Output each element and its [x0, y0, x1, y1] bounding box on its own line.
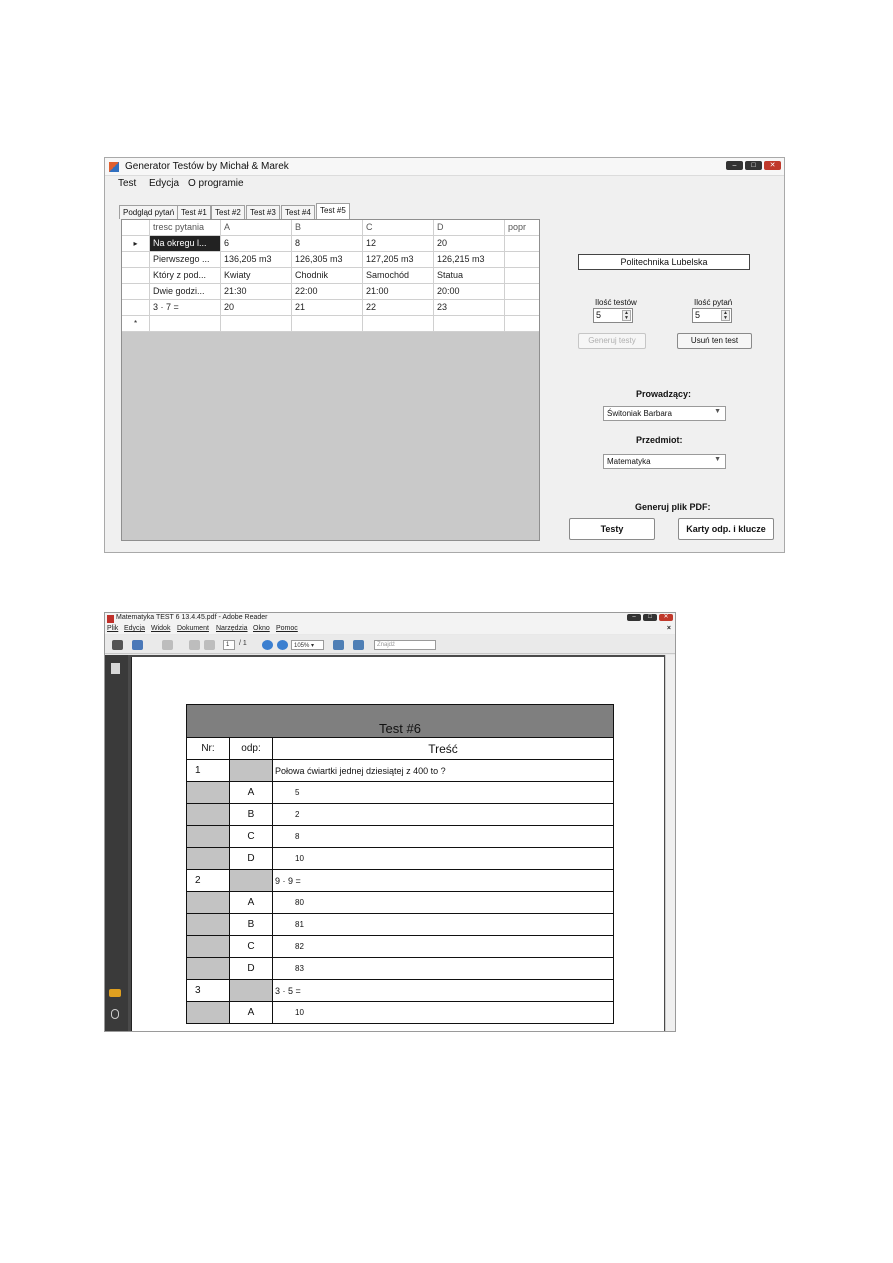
pdf-icon: [107, 615, 114, 623]
tests-count-stepper[interactable]: 5 ▲ ▼: [593, 308, 633, 323]
answer-box: [230, 760, 273, 782]
table-row[interactable]: [122, 316, 539, 332]
reader-title-bar: [105, 613, 675, 624]
grid-cell[interactable]: 22: [363, 300, 434, 316]
grid-cell[interactable]: 12: [363, 236, 434, 252]
answer-value: 82: [273, 936, 614, 958]
column-header[interactable]: popr: [505, 220, 540, 236]
pdf-page: [131, 657, 664, 1032]
grid-cell[interactable]: 22:00: [292, 284, 363, 300]
row-header[interactable]: [122, 284, 150, 300]
menu-widok[interactable]: Widok: [151, 625, 171, 632]
menu-o-programie[interactable]: O programie: [188, 178, 244, 189]
grid-corner: [122, 220, 150, 236]
close-document-icon[interactable]: ×: [666, 625, 671, 632]
menu-pomoc[interactable]: Pomoc: [276, 625, 298, 632]
answer-value: 10: [273, 1002, 614, 1024]
fit-width-icon[interactable]: [353, 640, 364, 650]
table-row[interactable]: [122, 236, 539, 252]
grid-cell[interactable]: Który z pod...: [150, 268, 221, 284]
table-row[interactable]: [122, 300, 539, 316]
side-panel: [105, 655, 128, 1031]
answer-value: 10: [273, 848, 614, 870]
question-number: 2: [187, 870, 230, 892]
chevron-down-icon: ▼: [714, 408, 721, 415]
grid-cell[interactable]: [221, 316, 292, 332]
row-header[interactable]: *: [122, 316, 150, 332]
grid-cell[interactable]: Kwiaty: [221, 268, 292, 284]
grid-cell[interactable]: 8: [292, 236, 363, 252]
row-header[interactable]: [122, 268, 150, 284]
teacher-select[interactable]: Świtoniak Barbara ▼: [603, 406, 726, 421]
nav-back-icon[interactable]: [162, 640, 173, 650]
subject-select[interactable]: Matematyka ▼: [603, 454, 726, 469]
pdf-label: Generuj plik PDF:: [635, 502, 711, 512]
question-text: Połowa ćwiartki jednej dziesiątej z 400 to ?: [273, 760, 614, 782]
tab-test-2[interactable]: Test #2: [211, 205, 245, 219]
page-number-input[interactable]: 1: [223, 640, 235, 650]
answer-row: [187, 958, 614, 980]
document-viewer[interactable]: [128, 655, 675, 1031]
question-row: [187, 870, 614, 892]
grid-cell[interactable]: 23: [434, 300, 505, 316]
grid-cell[interactable]: Dwie godzi...: [150, 284, 221, 300]
subject-label: Przedmiot:: [636, 435, 683, 445]
answer-value: 80: [273, 892, 614, 914]
column-header[interactable]: C: [363, 220, 434, 236]
share-icon[interactable]: [132, 640, 143, 650]
grid-cell[interactable]: 20: [221, 300, 292, 316]
menu-test[interactable]: Test: [118, 178, 137, 189]
menu-narzedzia[interactable]: Narzędzia: [216, 625, 248, 632]
questions-grid[interactable]: [121, 219, 540, 541]
title-bar: [105, 158, 784, 176]
grid-cell[interactable]: 127,205 m3: [363, 252, 434, 268]
question-text: 9 · 9 =: [273, 870, 614, 892]
answer-letter: C: [230, 826, 273, 848]
column-header[interactable]: A: [221, 220, 292, 236]
answer-row: [187, 914, 614, 936]
answer-letter: A: [230, 1002, 273, 1024]
answer-letter: C: [230, 936, 273, 958]
window-title: Generator Testów by Michał & Marek: [125, 161, 289, 172]
pages-icon[interactable]: [111, 663, 120, 674]
answer-value: 2: [273, 804, 614, 826]
col-odp: odp:: [230, 738, 273, 760]
chevron-down-icon: ▼: [714, 456, 721, 463]
grid-cell[interactable]: [505, 300, 540, 316]
question-row: [187, 980, 614, 1002]
grid-cell[interactable]: [292, 316, 363, 332]
grid-cell[interactable]: 126,305 m3: [292, 252, 363, 268]
grid-cell[interactable]: [434, 316, 505, 332]
blank-cell: [187, 782, 230, 804]
blank-cell: [187, 1002, 230, 1024]
grid-cell[interactable]: [505, 284, 540, 300]
grid-cell[interactable]: 6: [221, 236, 292, 252]
row-header[interactable]: [122, 300, 150, 316]
answer-box: [230, 870, 273, 892]
page-down-icon[interactable]: [204, 640, 215, 650]
column-header[interactable]: D: [434, 220, 505, 236]
grid-cell[interactable]: [363, 316, 434, 332]
tab-test-4[interactable]: Test #4: [281, 205, 315, 219]
teacher-label: Prowadzący:: [636, 389, 692, 399]
generator-window: [104, 157, 785, 553]
menu-dokument[interactable]: Dokument: [177, 625, 209, 632]
blank-cell: [187, 892, 230, 914]
row-header[interactable]: ▸: [122, 236, 150, 252]
column-header[interactable]: tresc pytania: [150, 220, 221, 236]
table-row[interactable]: [122, 252, 539, 268]
grid-cell[interactable]: [150, 316, 221, 332]
menu-plik[interactable]: Plik: [107, 625, 119, 632]
menu-edycja[interactable]: Edycja: [124, 625, 146, 632]
table-row[interactable]: [122, 284, 539, 300]
delete-test-button[interactable]: Usuń ten test: [677, 333, 752, 349]
questions-count-label: Ilość pytań: [694, 298, 733, 307]
col-nr: Nr:: [187, 738, 230, 760]
reader-toolbar: [105, 635, 675, 654]
question-number: 3: [187, 980, 230, 1002]
answer-box: [230, 980, 273, 1002]
test-title: Test #6: [187, 705, 614, 738]
reader-window: [104, 612, 676, 1032]
search-input[interactable]: Znajdź: [374, 640, 436, 650]
questions-count-stepper[interactable]: 5 ▲ ▼: [692, 308, 732, 323]
question-row: [187, 760, 614, 782]
grid-cell[interactable]: 20:00: [434, 284, 505, 300]
answer-row: [187, 782, 614, 804]
university-field[interactable]: Politechnika Lubelska: [578, 254, 750, 270]
blank-cell: [187, 826, 230, 848]
comments-icon[interactable]: [109, 989, 121, 997]
blank-cell: [187, 804, 230, 826]
grid-cell[interactable]: [505, 316, 540, 332]
answer-value: 5: [273, 782, 614, 804]
grid-cell[interactable]: Statua: [434, 268, 505, 284]
grid-cell[interactable]: Na okregu l...: [150, 236, 221, 252]
grid-cell[interactable]: Pierwszego ...: [150, 252, 221, 268]
grid-cell[interactable]: [505, 252, 540, 268]
tab-test-3[interactable]: Test #3: [246, 205, 280, 219]
grid-cell[interactable]: 21: [292, 300, 363, 316]
answer-letter: B: [230, 804, 273, 826]
zoom-in-icon[interactable]: [277, 640, 288, 650]
app-icon: [109, 162, 119, 172]
page-total: / 1: [239, 640, 247, 647]
page-up-icon[interactable]: [189, 640, 200, 650]
answer-letter: D: [230, 958, 273, 980]
answer-value: 83: [273, 958, 614, 980]
maximize-button[interactable]: □: [643, 614, 657, 621]
blank-cell: [187, 914, 230, 936]
answer-letter: A: [230, 892, 273, 914]
minimize-button[interactable]: –: [726, 161, 743, 170]
reader-title: Matematyka TEST 6 13.4.45.pdf - Adobe Reader: [116, 614, 268, 621]
stepper-arrows-icon[interactable]: ▲ ▼: [622, 310, 631, 321]
column-header[interactable]: B: [292, 220, 363, 236]
tests-pdf-button[interactable]: Testy: [569, 518, 655, 540]
tab-test-1[interactable]: Test #1: [177, 205, 211, 219]
tests-count-label: Ilość testów: [595, 298, 637, 307]
minimize-button[interactable]: –: [627, 614, 641, 621]
tab-test-5[interactable]: Test #5: [316, 203, 350, 219]
answer-row: [187, 848, 614, 870]
menu-edycja[interactable]: Edycja: [149, 178, 180, 189]
table-row[interactable]: [122, 268, 539, 284]
generate-tests-button[interactable]: Generuj testy: [578, 333, 646, 349]
answer-row: [187, 892, 614, 914]
close-button[interactable]: ✕: [659, 614, 673, 621]
grid-cell[interactable]: 126,215 m3: [434, 252, 505, 268]
grid-cell[interactable]: Chodnik: [292, 268, 363, 284]
grid-cell[interactable]: 21:00: [363, 284, 434, 300]
grid-cell[interactable]: 3 · 7 =: [150, 300, 221, 316]
grid-cell[interactable]: 20: [434, 236, 505, 252]
answer-row: [187, 804, 614, 826]
print-icon[interactable]: [112, 640, 123, 650]
test-table: [186, 704, 614, 1024]
grid-cell[interactable]: [505, 236, 540, 252]
answer-letter: B: [230, 914, 273, 936]
zoom-select[interactable]: 105% ▾: [291, 640, 324, 650]
reader-menu-bar: [105, 624, 675, 634]
answer-row: [187, 936, 614, 958]
question-text: 3 · 5 =: [273, 980, 614, 1002]
close-button[interactable]: ✕: [764, 161, 781, 170]
answer-row: [187, 1002, 614, 1024]
answer-value: 8: [273, 826, 614, 848]
menu-bar: [105, 176, 784, 192]
row-header[interactable]: [122, 252, 150, 268]
attachment-icon[interactable]: [111, 1009, 119, 1019]
grid-cell[interactable]: Samochód: [363, 268, 434, 284]
zoom-out-icon[interactable]: [262, 640, 273, 650]
question-number: 1: [187, 760, 230, 782]
col-tresc: Treść: [273, 738, 614, 760]
grid-cell[interactable]: 21:30: [221, 284, 292, 300]
maximize-button[interactable]: □: [745, 161, 762, 170]
tab-podglad[interactable]: Podgląd pytań: [119, 205, 178, 219]
answer-letter: D: [230, 848, 273, 870]
blank-cell: [187, 936, 230, 958]
grid-cell[interactable]: 136,205 m3: [221, 252, 292, 268]
blank-cell: [187, 848, 230, 870]
answer-row: [187, 826, 614, 848]
blank-cell: [187, 958, 230, 980]
vertical-scrollbar[interactable]: [665, 655, 675, 1031]
answer-value: 81: [273, 914, 614, 936]
fit-page-icon[interactable]: [333, 640, 344, 650]
grid-cell[interactable]: [505, 268, 540, 284]
menu-okno[interactable]: Okno: [253, 625, 270, 632]
stepper-arrows-icon[interactable]: ▲ ▼: [721, 310, 730, 321]
answer-letter: A: [230, 782, 273, 804]
answer-cards-button[interactable]: Karty odp. i klucze: [678, 518, 774, 540]
